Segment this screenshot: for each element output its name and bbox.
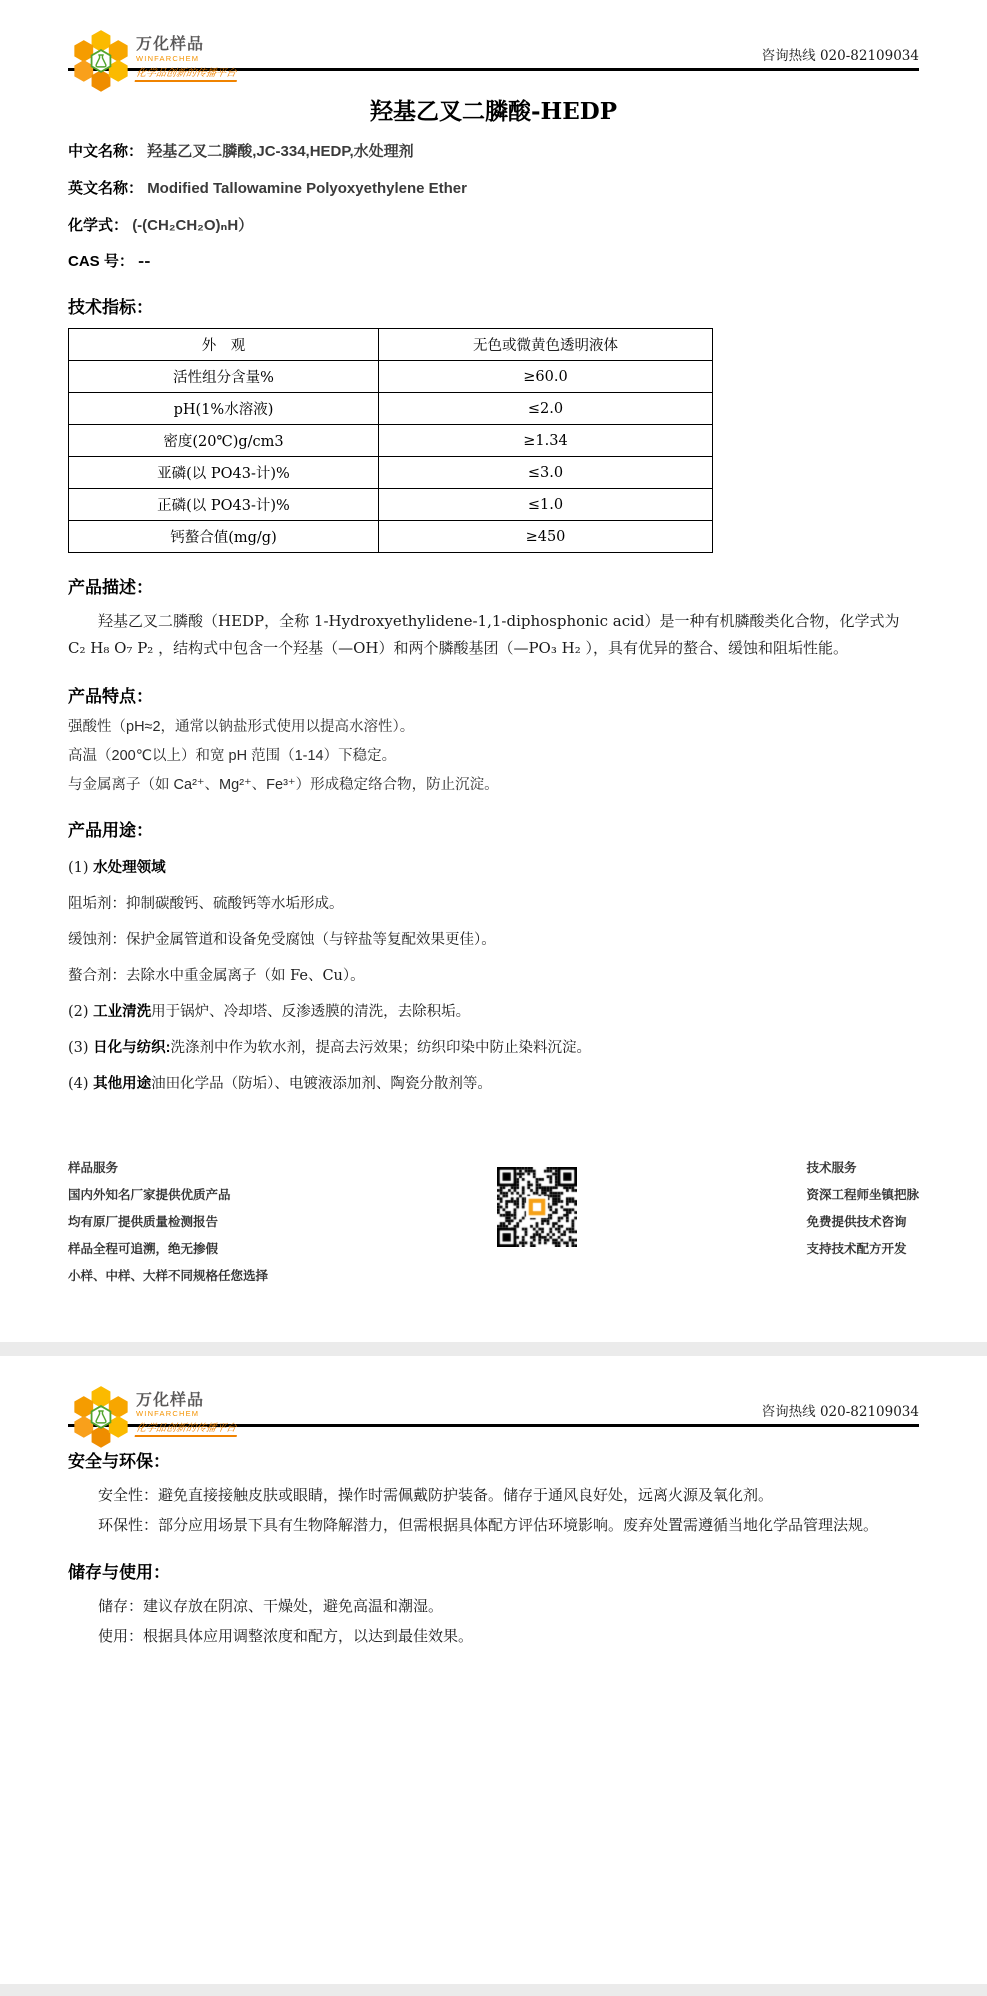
field-label: 英文名称：: [68, 179, 144, 197]
table-row: [69, 393, 713, 425]
table-row: [69, 425, 713, 457]
spec-value: ≤3.0: [379, 457, 713, 489]
description-heading: 产品描述：: [68, 578, 153, 597]
spec-name: 密度(20℃)g/cm3: [69, 425, 379, 457]
use-line: [68, 1000, 919, 1021]
spec-table: [68, 328, 713, 553]
spec-name: 正磷(以 PO43-计)%: [69, 489, 379, 521]
spec-value: ≥1.34: [379, 425, 713, 457]
storage-paragraph: 储存：建议存放在阴凉、干燥处，避免高温和潮湿。: [98, 1597, 444, 1616]
description-paragraph: 羟基乙叉二膦酸（HEDP，全称 1-Hydroxyethylidene-1,1-diphosphonic acid）是一种有机膦酸类化合物，化学式为 C₂ H₈ O₇ P₂ ，结构式中包含一个羟基（—OH）和两个膦酸基团（—PO₃ H₂ ），具有优异的螯合、缓蚀和阻垢性能。: [68, 612, 900, 657]
qr-code: [497, 1167, 577, 1247]
table-row: [69, 361, 713, 393]
spec-value: ≥450: [379, 521, 713, 553]
tech-service-line: 资深工程师坐镇把脉: [806, 1188, 919, 1203]
tech-service-line: 免费提供技术咨询: [806, 1215, 907, 1229]
features-heading: 产品特点：: [68, 687, 153, 706]
brand-name: 万化样品: [136, 36, 205, 53]
spec-name: 活性组分含量%: [69, 361, 379, 393]
brand-logo-text: [136, 1384, 238, 1438]
use-text: 用于锅炉、冷却塔、反渗透膜的清洗，去除积垢。: [151, 1004, 471, 1021]
use-prefix: (1): [68, 860, 94, 877]
bottom-band: [0, 1984, 987, 1996]
table-row: [69, 489, 713, 521]
feature-line: 与金属离子（如 Ca²⁺、Mg²⁺、Fe³⁺）形成稳定络合物，防止沉淀。: [68, 776, 499, 793]
field-formula: [68, 215, 919, 237]
use-text: 阻垢剂：抑制碳酸钙、硫酸钙等水垢形成。: [68, 896, 344, 913]
page2-header: [68, 1356, 919, 1435]
use-prefix: (3): [68, 1040, 94, 1057]
tech-service-title: 技术服务: [806, 1161, 857, 1176]
page-separator-band: [0, 1342, 987, 1356]
table-row: [69, 521, 713, 553]
brand-name-en: WINFARCHEM: [136, 53, 200, 63]
brand-slogan: 化学品创新的传播平台: [135, 1421, 240, 1437]
brand-name: 万化样品: [136, 1391, 205, 1409]
spec-name: 亚磷(以 PO43-计)%: [69, 457, 379, 489]
tech-service-column: [806, 1155, 919, 1263]
use-line: [68, 964, 919, 985]
use-prefix: (2): [68, 1004, 94, 1021]
tech-service-line: 支持技术配方开发: [806, 1241, 907, 1256]
use-bold: 水处理领域: [93, 860, 166, 877]
use-line: [68, 1072, 919, 1093]
use-bold: 其他用途: [93, 1076, 152, 1093]
field-value: --: [138, 252, 151, 271]
safety-paragraph: 环保性：部分应用场景下具有生物降解潜力，但需根据具体配方评估环境影响。废弃处置需遵循当地化学品管理法规。: [98, 1515, 879, 1534]
uses-heading: 产品用途：: [68, 821, 153, 841]
page-2: [0, 1356, 987, 1650]
table-row: [69, 457, 713, 489]
sample-service-column: [68, 1155, 268, 1289]
use-line: [68, 928, 919, 949]
sample-service-line: 小样、中样、大样不同规格任您选择: [68, 1268, 269, 1283]
storage-heading: 储存与使用：: [68, 1563, 170, 1583]
sample-service-line: 均有原厂提供质量检测报告: [68, 1215, 219, 1229]
field-label: 中文名称：: [68, 143, 144, 160]
use-line: [68, 892, 919, 913]
use-bold: 工业清洗: [93, 1004, 152, 1021]
use-text: 油田化学品（防垢）、电镀液添加剂、陶瓷分散剂等。: [151, 1076, 492, 1093]
table-row: [69, 329, 713, 361]
field-value: Modified Tallowamine Polyoxyethylene Ether: [147, 179, 467, 197]
spec-name: 钙螯合值(mg/g): [69, 521, 379, 553]
sample-service-line: 样品全程可追溯，绝无掺假: [68, 1241, 219, 1256]
use-line: [68, 856, 919, 877]
spec-heading: 技术指标：: [68, 298, 153, 317]
hotline-phone: 咨询热线 020-82109034: [761, 48, 919, 64]
sample-service-title: 样品服务: [68, 1161, 119, 1176]
sample-service-line: 国内外知名厂家提供优质产品: [68, 1188, 231, 1203]
brand-name-en: WINFARCHEM: [136, 1409, 200, 1419]
safety-heading: 安全与环保：: [68, 1451, 170, 1471]
field-value: (-(CH₂CH₂O)ₙH）: [132, 216, 254, 234]
field-value: 羟基乙叉二膦酸,JC-334,HEDP,水处理剂: [147, 143, 414, 160]
storage-paragraph: 使用：根据具体应用调整浓度和配方，以达到最佳效果。: [98, 1627, 474, 1646]
use-line: [68, 1036, 919, 1057]
hexagon-flask-logo-icon: [72, 1384, 130, 1448]
brand-logo-text: [136, 28, 238, 82]
field-cas-number: [68, 251, 919, 273]
field-label: CAS 号：: [68, 253, 134, 271]
spec-value: 无色或微黄色透明液体: [379, 329, 713, 361]
use-prefix: (4): [68, 1076, 94, 1093]
spec-name: 外 观: [69, 329, 379, 361]
use-text: 洗涤剂中作为软水剂，提高去污效果；纺织印染中防止染料沉淀。: [170, 1040, 591, 1057]
spec-name: pH(1%水溶液): [69, 393, 379, 425]
feature-line: 强酸性（pH≈2，通常以钠盐形式使用以提高水溶性）。: [68, 719, 415, 735]
spec-value: ≥60.0: [379, 361, 713, 393]
field-english-name: [68, 178, 919, 200]
safety-paragraph: 安全性：避免直接接触皮肤或眼睛，操作时需佩戴防护装备。储存于通风良好处，远离火源及氧化剂。: [98, 1485, 774, 1504]
brand-slogan: 化学品创新的传播平台: [135, 66, 240, 82]
brand-logo: [72, 28, 238, 92]
use-bold: 日化与纺织:: [93, 1040, 171, 1057]
field-chinese-name: [68, 141, 919, 163]
hexagon-flask-logo-icon: [72, 28, 130, 92]
spec-value: ≤1.0: [379, 489, 713, 521]
field-label: 化学式：: [68, 216, 129, 234]
page-title: 羟基乙叉二膦酸-HEDP: [369, 98, 618, 125]
hotline-phone: 咨询热线 020-82109034: [761, 1403, 919, 1420]
use-text: 缓蚀剂：保护金属管道和设备免受腐蚀（与锌盐等复配效果更佳）。: [68, 932, 496, 949]
brand-logo: [72, 1384, 238, 1448]
spec-value: ≤2.0: [379, 393, 713, 425]
use-text: 螯合剂：去除水中重金属离子（如 Fe、Cu）。: [68, 968, 365, 985]
feature-line: 高温（200℃以上）和宽 pH 范围（1-14）下稳定。: [68, 747, 397, 764]
page1-header: [68, 0, 919, 79]
service-footer: [68, 1155, 919, 1289]
